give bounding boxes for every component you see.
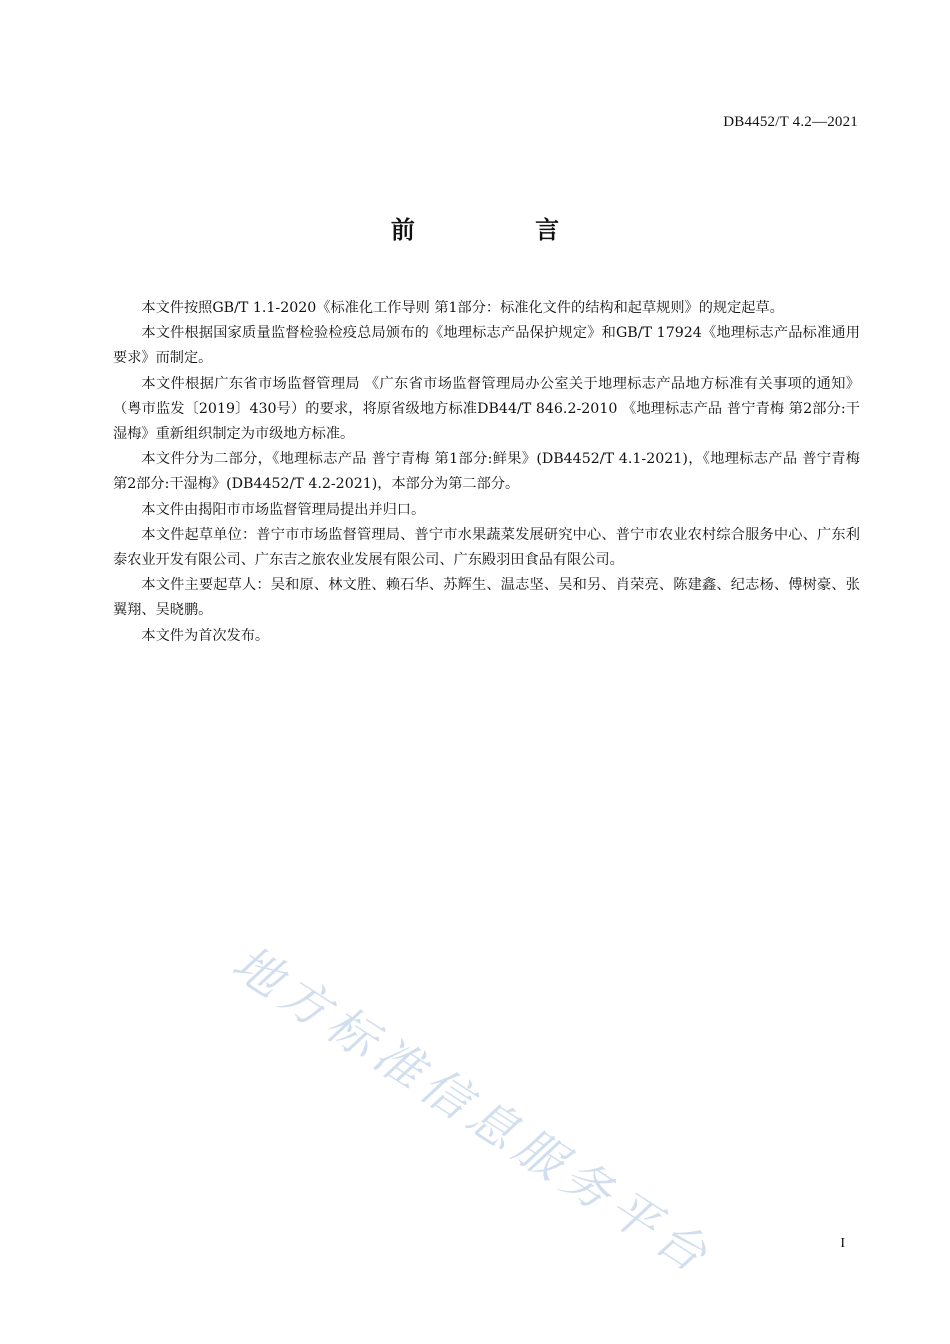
paragraph-first-release: 本文件为首次发布。	[141, 627, 270, 644]
page-title: 前 言	[390, 216, 616, 244]
paragraph-drafting-units: 本文件起草单位：普宁市市场监督管理局、普宁市水果蔬菜发展研究中心、普宁市农业农村综合服务中心、广东利泰农业开发有限公司、广东吉之旅农业发展有限公司、广东殿羽田食品有限公司。	[113, 526, 860, 569]
foreword-body	[113, 296, 860, 649]
paragraph-basis-notice: 本文件根据广东省市场监督管理局 《广东省市场监督管理局办公室关于地理标志产品地方标准有关事项的通知》（粤市监发〔2019〕430号）的要求，将原省级地方标准DB44/T 846.2-2010 《地理标志产品 普宁青梅 第2部分:干湿梅》重新组织制定为市级地方标准。	[113, 375, 860, 443]
watermark: 地方标准信息服务平台	[222, 934, 723, 1287]
paragraph-drafting-rules: 本文件按照GB/T 1.1-2020《标准化工作导则 第1部分：标准化文件的结构和起草规则》的规定起草。	[141, 300, 784, 316]
page-number: I	[840, 1236, 845, 1251]
paragraph-drafters: 本文件主要起草人：吴和原、林文胜、赖石华、苏辉生、温志坚、吴和另、肖荣亮、陈建鑫、纪志杨、傅树豪、张翼翔、吴晓鹏。	[113, 577, 860, 619]
paragraph-parts: 本文件分为二部分，《地理标志产品 普宁青梅 第1部分:鲜果》(DB4452/T 4.1-2021)，《地理标志产品 普宁青梅 第2部分:干湿梅》(DB4452/T 4.2-2021)，本部分为第二部分。	[113, 451, 860, 493]
paragraph-basis-regulation: 本文件根据国家质量监督检验检疫总局颁布的《地理标志产品保护规定》和GB/T 17924《地理标志产品标准通用要求》而制定。	[113, 325, 860, 367]
document-code: DB4452/T 4.2—2021	[723, 114, 858, 130]
paragraph-proposer: 本文件由揭阳市市场监督管理局提出并归口。	[141, 501, 426, 518]
